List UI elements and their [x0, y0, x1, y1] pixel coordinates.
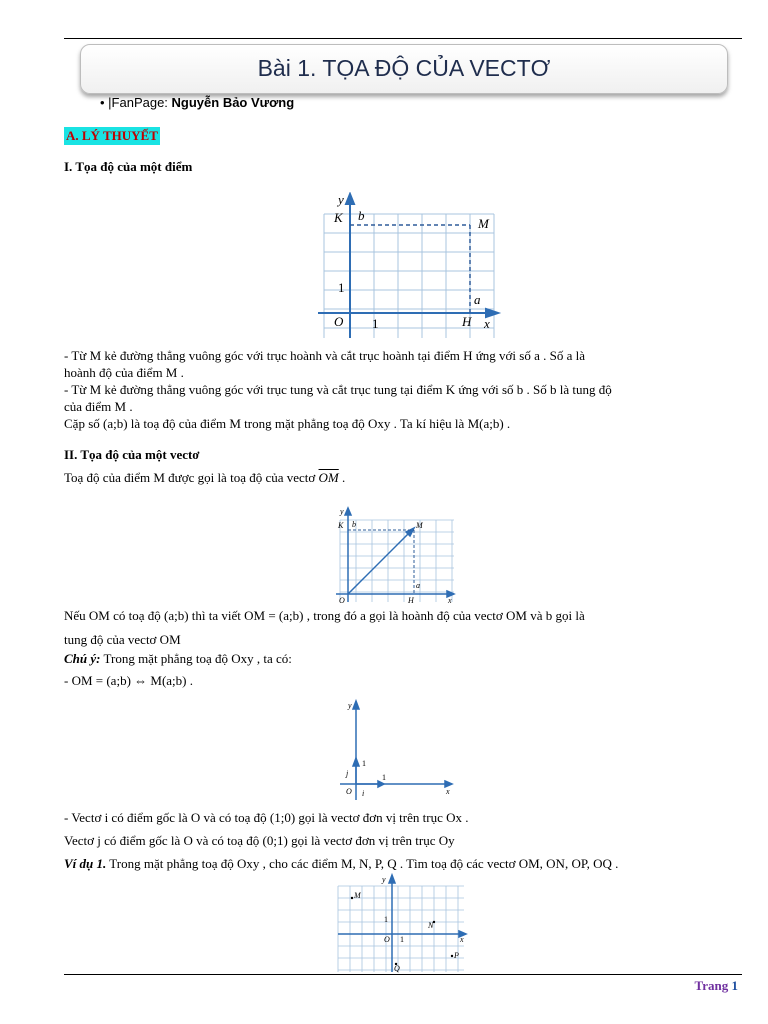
sec1-line1: - Từ M kẻ đường thẳng vuông góc với trục hoành và cắt trục hoành tại điểm H ứng với số a . Số a là [64, 348, 585, 363]
sec1-line5: Cặp số (a;b) là toạ độ của điểm M trong mặt phẳng toạ độ Oxy . Ta kí hiệu là M(a;b) . [64, 416, 511, 431]
header-rule [64, 38, 742, 39]
fig3-one-x: 1 [382, 773, 386, 782]
example-label: Ví dụ 1. [64, 856, 107, 871]
sec2-line4: - Vectơ i có điểm gốc là O và có toạ độ (1;0) gọi là vectơ đơn vị trên trục Ox . [64, 810, 469, 825]
sec2-line1-pre: Toạ độ của điểm M được gọi là toạ độ của vectơ [64, 470, 319, 485]
note-text: Trong mặt phẳng toạ độ Oxy , ta có: [100, 651, 292, 666]
fig2-m: M [416, 521, 423, 530]
fig3-o: O [346, 787, 352, 796]
fig1-a: a [474, 292, 481, 307]
fig2-y: y [340, 507, 344, 516]
fig1-b: b [358, 208, 365, 223]
sec1-line2: hoành độ của điểm M . [64, 365, 184, 380]
fig3-x: x [446, 787, 450, 796]
fig2-h: H [408, 596, 414, 605]
fig1-o: O [334, 314, 344, 329]
fig4-y: y [382, 875, 386, 884]
note-label: Chú ý: [64, 651, 101, 666]
page-number: 1 [731, 978, 738, 993]
fig3-i: i [362, 789, 365, 798]
fig1-tick1: 1 [372, 316, 379, 331]
fanpage-prefix: • |FanPage: [100, 95, 172, 110]
fig2-a: a [416, 581, 420, 590]
equivalence-line: - OM = (a;b) ⇔ M(a;b) . [64, 673, 193, 688]
fig2-o: O [339, 596, 345, 605]
vector-om: $\overline{OM}$ [318, 470, 339, 485]
footer-rule [64, 974, 742, 975]
fig1-h: H [462, 314, 472, 329]
fig1-k: K [334, 210, 343, 225]
figure-vector-coordinates [334, 506, 462, 606]
note-line [64, 650, 744, 667]
fig4-q: Q [394, 964, 400, 973]
figure-example-grid [334, 872, 470, 974]
sec2-line2: Nếu OM có toạ độ (a;b) thì ta viết OM = (a;b) , trong đó a gọi là hoành độ của vectơ OM và b gọi là [64, 608, 585, 623]
sec2-line3: tung độ của vectơ OM [64, 632, 181, 647]
fig1-one: 1 [338, 280, 345, 295]
fig1-m: M [478, 216, 489, 231]
fig3-y: y [348, 701, 352, 710]
page-footer [695, 978, 738, 994]
fig1-x: x [484, 316, 490, 331]
sec1-line4: của điểm M . [64, 399, 133, 414]
fig3-j: j [346, 769, 349, 778]
example-text: Trong mặt phẳng toạ độ Oxy , cho các điểm M, N, P, Q . Tìm toạ độ các vectơ OM, ON, OP, OQ . [106, 856, 619, 871]
fig2-b: b [352, 520, 356, 529]
title-banner [80, 44, 728, 94]
sec2-line1-post: . [338, 470, 346, 485]
page-title: Bài 1. TỌA ĐỘ CỦA VECTƠ [257, 55, 551, 81]
fig2-k: K [338, 521, 344, 530]
footer-label: Trang [694, 978, 732, 993]
figure-point-coordinates [318, 192, 502, 344]
section-1-heading: I. Tọa độ của một điểm [64, 159, 193, 174]
sec2-line1 [64, 469, 744, 486]
fig3-one-y: 1 [362, 759, 366, 768]
section-a-heading: A. LÝ THUYẾT [66, 128, 158, 143]
example-line [64, 855, 744, 872]
fig4-p: P [454, 951, 459, 960]
fig2-x: x [448, 596, 452, 605]
fig4-n: N [428, 921, 434, 930]
fig1-y: y [338, 192, 344, 207]
fig4-m: M [354, 891, 361, 900]
fanpage-name[interactable]: Nguyễn Bảo Vương [171, 95, 295, 110]
fig4-x: x [460, 935, 464, 944]
figure-unit-vectors [336, 698, 464, 802]
fig4-tick1: 1 [400, 935, 404, 944]
section-2-heading: II. Tọa độ của một vectơ [64, 447, 200, 462]
fig4-one: 1 [384, 915, 388, 924]
fig4-o: O [384, 935, 390, 944]
fanpage-line [100, 95, 294, 110]
sec1-line3: - Từ M kẻ đường thẳng vuông góc với trục tung và cắt trục tung tại điểm K ứng với số b . Số b là tung độ [64, 382, 612, 397]
sec2-line5: Vectơ j có điểm gốc là O và có toạ độ (0;1) gọi là vectơ đơn vị trên trục Oy [64, 833, 455, 848]
